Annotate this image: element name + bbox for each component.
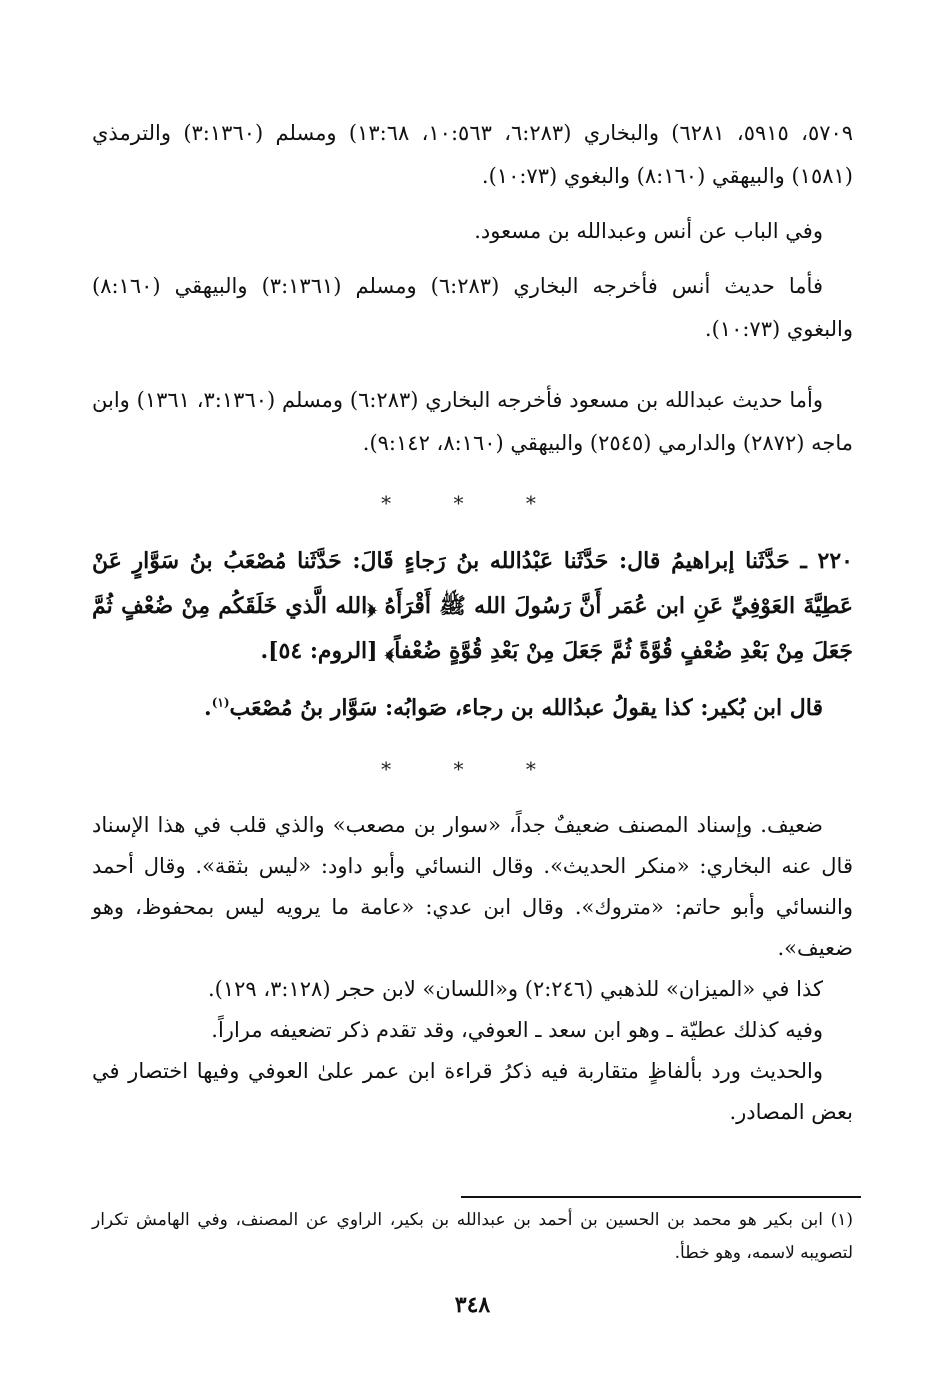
hadith-text: ٢٢٠ ـ حَدَّثَنا إبراهيمُ قال: حَدَّثَنا عَبْدُالله بنُ رَجاءٍ قَالَ: حَدَّثَنا مُصْعَبُ بنُ سَوَّارٍ عَنْ عَطِيَّةَ العَوْفِيِّ عَنِ ابن عُمَر أَنَّ رَسُولَ الله ﷺ أَقْرَأَهُ ﴿الله الَّذي خَلَقَكُم مِنْ ضُعْفٍ ثُمَّ جَعَلَ مِنْ بَعْدِ ضُعْفٍ قُوَّةً ثُمَّ جَعَلَ مِنْ بَعْدِ قُوَّةٍ ضُعْفاً﴾ [الروم: ٥٤]. [92,548,853,664]
page-number: ٣٤٨ [454,1292,491,1318]
commentary-paragraph: وفيه كذلك عطيّة ـ وهو ابن سعد ـ العوفي، وقد تقدم ذكر تضعيفه مراراً. [211,1018,823,1042]
commentary-block [92,805,853,1133]
hadith-note [92,686,853,731]
hadith-block [92,539,853,731]
citation-paragraph: ٥٧٠٩، ٥٩١٥، ٦٢٨١) والبخاري (٦:٢٨٣، ١٠:٥٦٣، ١٣:٦٨) ومسلم (٣:١٣٦٠) والترمذي (١٥٨١) والبيهقي (٨:١٦٠) والبغوي (١٠:٧٣). [92,121,854,188]
citation-paragraph: فأما حديث أنس فأخرجه البخاري (٦:٢٨٣) ومسلم (٣:١٣٦١) والبيهقي (٨:١٦٠) والبغوي (١٠:٧٣). [92,274,853,341]
footnote-item: (١) ابن بكير هو محمد بن الحسين بن أحمد بن عبدالله بن بكير، الراوي عن المصنف، وفي الهامش تكرار لتصويبه لاسمه، وهو خطأ. [92,1210,853,1263]
hadith-note-text: قال ابن بُكير: كذا يقولُ عبدُالله بن رجاء، صَوابُه: سَوَّار بنُ مُصْعَب [229,695,823,721]
footnotes [92,1204,853,1270]
commentary-paragraph: والحديث ورد بألفاظٍ متقاربة فيه ذكرُ قراءة ابن عمر علىٰ العوفي وفيها اختصار في بعض المصادر. [92,1059,853,1124]
citation-paragraph: وفي الباب عن أنس وعبدالله بن مسعود. [474,219,823,243]
footnote-marker[interactable]: (١) [211,695,230,710]
commentary-paragraph: ضعيف. وإسناد المصنف ضعيفٌ جداً، «سوار بن مصعب» والذي قلب في هذا الإسناد قال عنه البخاري: «منكر الحديث». وقال النسائي وأبو داود: «ليس بثقة». وقال أحمد والنسائي وأبو حاتم: «متروك». وقال ابن عدي: «عامة ما يرويه ليس بمحفوظ، وهو ضعيف». [92,813,853,960]
section-separator: * * * [381,757,564,781]
main-text [92,112,853,1133]
hadith-note-end: . [204,695,212,721]
commentary-paragraph: كذا في «الميزان» للذهبي (٢:٢٤٦) و«اللسان» لابن حجر (٣:١٢٨، ١٢٩). [207,977,823,1001]
footnote-divider [461,1196,861,1198]
citation-paragraph: وأما حديث عبدالله بن مسعود فأخرجه البخاري (٦:٢٨٣) ومسلم (٣:١٣٦٠، ١٣٦١) وابن ماجه (٢٨٧٢) والدارمي (٢٥٤٥) والبيهقي (٨:١٦٠، ٩:١٤٢). [92,388,853,455]
section-separator: * * * [381,491,564,515]
